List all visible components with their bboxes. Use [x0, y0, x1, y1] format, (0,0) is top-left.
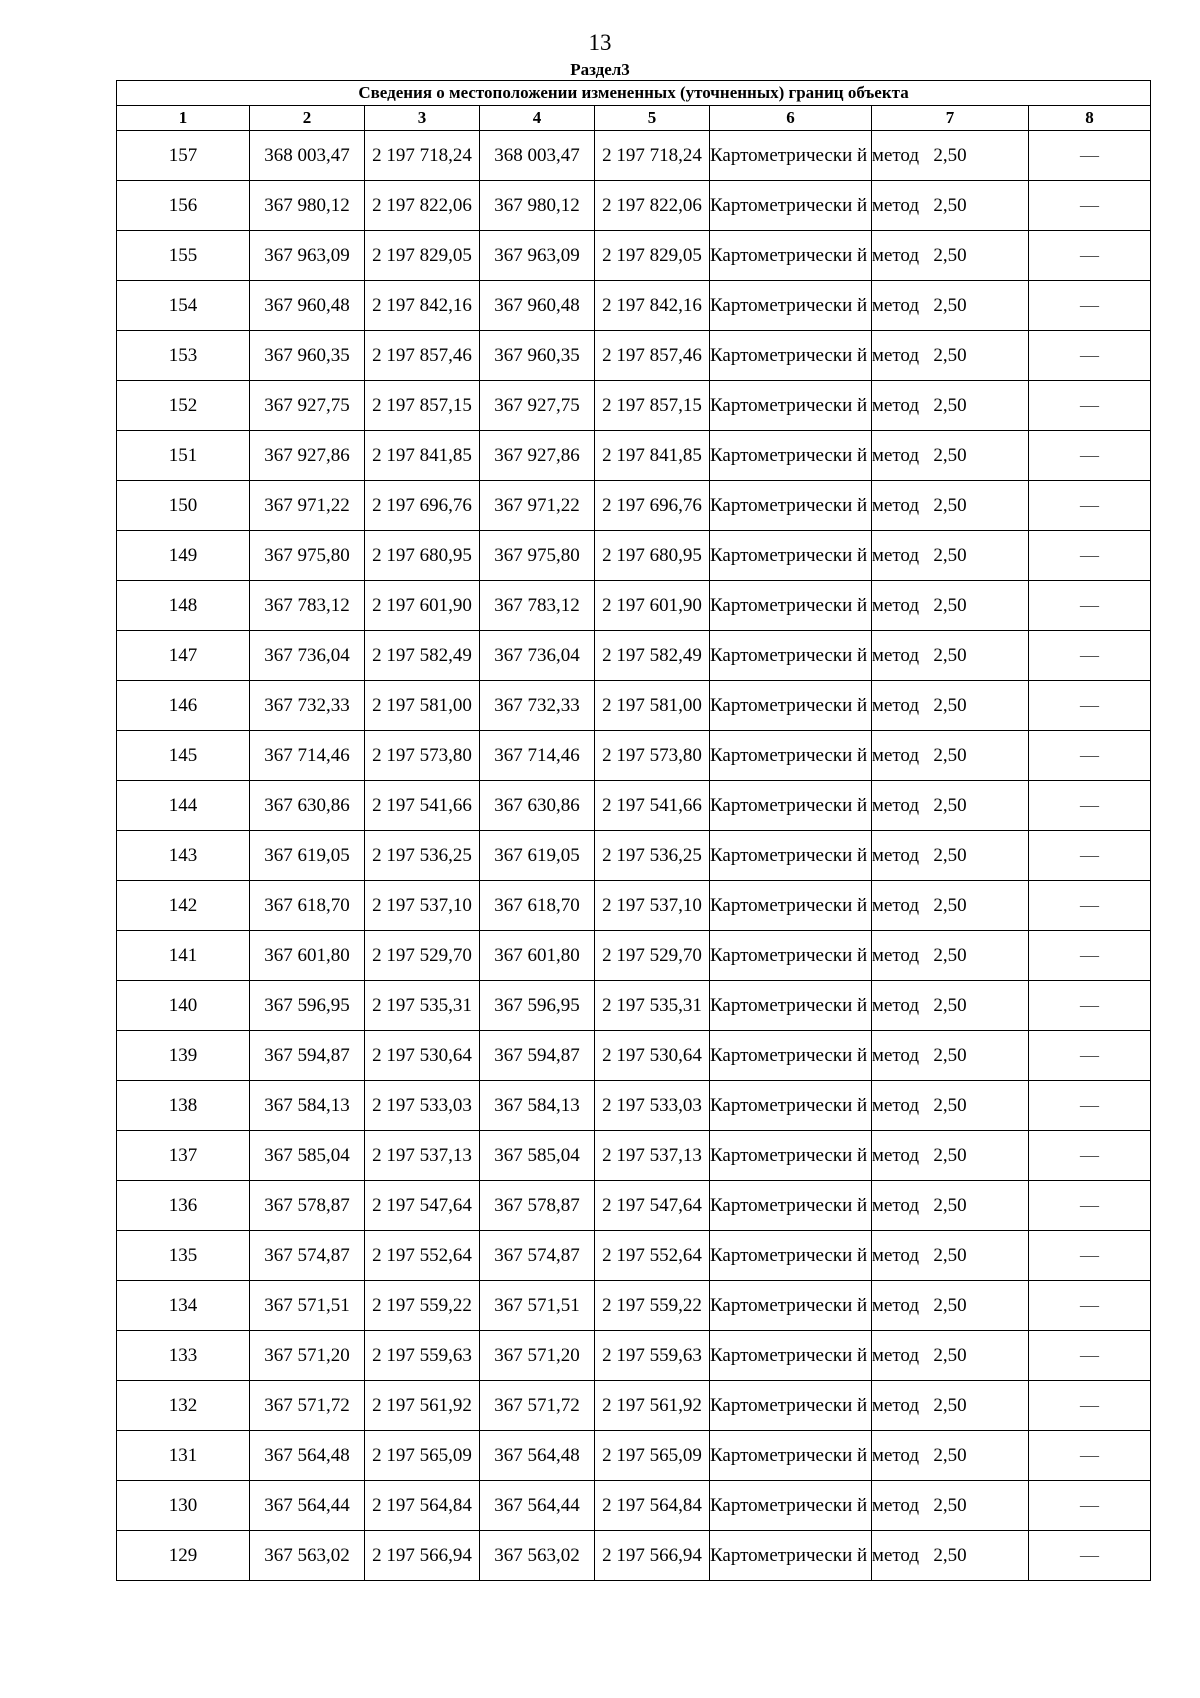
point-number-cell: 154 — [117, 281, 250, 331]
refined-x-cell: 367 980,12 — [480, 181, 595, 231]
method-cell: Картометрически й метод — [710, 1081, 872, 1131]
point-number-cell: 129 — [117, 1531, 250, 1581]
existing-y-cell: 2 197 718,24 — [365, 131, 480, 181]
refined-y-cell: 2 197 535,31 — [595, 981, 710, 1031]
refined-x-cell: 367 618,70 — [480, 881, 595, 931]
accuracy-cell: 2,50 — [872, 581, 1029, 631]
table-row — [117, 281, 1151, 331]
description-cell: — — [1029, 831, 1151, 881]
description-cell: — — [1029, 381, 1151, 431]
existing-y-cell: 2 197 601,90 — [365, 581, 480, 631]
method-cell: Картометрически й метод — [710, 781, 872, 831]
point-number-cell: 151 — [117, 431, 250, 481]
accuracy-cell: 2,50 — [872, 1331, 1029, 1381]
point-number-cell: 149 — [117, 531, 250, 581]
existing-x-cell: 367 619,05 — [250, 831, 365, 881]
column-header-7: 7 — [872, 106, 1029, 131]
existing-x-cell: 367 971,22 — [250, 481, 365, 531]
description-cell: — — [1029, 481, 1151, 531]
description-cell: — — [1029, 531, 1151, 581]
point-number-cell: 153 — [117, 331, 250, 381]
refined-x-cell: 367 571,51 — [480, 1281, 595, 1331]
point-number-cell: 157 — [117, 131, 250, 181]
table-row — [117, 1231, 1151, 1281]
existing-y-cell: 2 197 696,76 — [365, 481, 480, 531]
description-cell: — — [1029, 1281, 1151, 1331]
refined-y-cell: 2 197 552,64 — [595, 1231, 710, 1281]
accuracy-cell: 2,50 — [872, 1031, 1029, 1081]
accuracy-cell: 2,50 — [872, 381, 1029, 431]
refined-x-cell: 367 630,86 — [480, 781, 595, 831]
table-row — [117, 431, 1151, 481]
description-cell: — — [1029, 1231, 1151, 1281]
point-number-cell: 131 — [117, 1431, 250, 1481]
accuracy-cell: 2,50 — [872, 431, 1029, 481]
existing-y-cell: 2 197 530,64 — [365, 1031, 480, 1081]
refined-x-cell: 367 619,05 — [480, 831, 595, 881]
description-cell: — — [1029, 1481, 1151, 1531]
accuracy-cell: 2,50 — [872, 531, 1029, 581]
existing-x-cell: 367 960,48 — [250, 281, 365, 331]
method-cell: Картометрически й метод — [710, 531, 872, 581]
refined-y-cell: 2 197 529,70 — [595, 931, 710, 981]
existing-x-cell: 367 601,80 — [250, 931, 365, 981]
method-cell: Картометрически й метод — [710, 731, 872, 781]
description-cell: — — [1029, 331, 1151, 381]
method-cell: Картометрически й метод — [710, 831, 872, 881]
method-cell: Картометрически й метод — [710, 881, 872, 931]
refined-x-cell: 367 601,80 — [480, 931, 595, 981]
column-header-2: 2 — [250, 106, 365, 131]
table-row — [117, 181, 1151, 231]
refined-x-cell: 367 963,09 — [480, 231, 595, 281]
method-cell: Картометрически й метод — [710, 931, 872, 981]
method-cell: Картометрически й метод — [710, 1431, 872, 1481]
point-number-cell: 139 — [117, 1031, 250, 1081]
existing-y-cell: 2 197 529,70 — [365, 931, 480, 981]
point-number-cell: 130 — [117, 1481, 250, 1531]
existing-x-cell: 367 564,44 — [250, 1481, 365, 1531]
refined-y-cell: 2 197 541,66 — [595, 781, 710, 831]
existing-x-cell: 368 003,47 — [250, 131, 365, 181]
point-number-cell: 145 — [117, 731, 250, 781]
existing-y-cell: 2 197 533,03 — [365, 1081, 480, 1131]
method-cell: Картометрически й метод — [710, 1181, 872, 1231]
column-header-1: 1 — [117, 106, 250, 131]
description-cell: — — [1029, 281, 1151, 331]
refined-y-cell: 2 197 547,64 — [595, 1181, 710, 1231]
existing-y-cell: 2 197 581,00 — [365, 681, 480, 731]
existing-y-cell: 2 197 680,95 — [365, 531, 480, 581]
description-cell: — — [1029, 1381, 1151, 1431]
existing-y-cell: 2 197 822,06 — [365, 181, 480, 231]
table-row — [117, 931, 1151, 981]
table-row — [117, 631, 1151, 681]
method-cell: Картометрически й метод — [710, 1531, 872, 1581]
table-row — [117, 331, 1151, 381]
refined-y-cell: 2 197 680,95 — [595, 531, 710, 581]
existing-y-cell: 2 197 566,94 — [365, 1531, 480, 1581]
description-cell: — — [1029, 1531, 1151, 1581]
existing-y-cell: 2 197 857,46 — [365, 331, 480, 381]
refined-y-cell: 2 197 842,16 — [595, 281, 710, 331]
refined-y-cell: 2 197 718,24 — [595, 131, 710, 181]
description-cell: — — [1029, 1131, 1151, 1181]
refined-y-cell: 2 197 564,84 — [595, 1481, 710, 1531]
column-header-3: 3 — [365, 106, 480, 131]
existing-y-cell: 2 197 559,22 — [365, 1281, 480, 1331]
refined-x-cell: 367 971,22 — [480, 481, 595, 531]
refined-y-cell: 2 197 537,13 — [595, 1131, 710, 1181]
existing-y-cell: 2 197 842,16 — [365, 281, 480, 331]
table-row — [117, 231, 1151, 281]
refined-y-cell: 2 197 581,00 — [595, 681, 710, 731]
table-row — [117, 731, 1151, 781]
accuracy-cell: 2,50 — [872, 881, 1029, 931]
accuracy-cell: 2,50 — [872, 181, 1029, 231]
existing-x-cell: 367 571,51 — [250, 1281, 365, 1331]
existing-y-cell: 2 197 565,09 — [365, 1431, 480, 1481]
table-row — [117, 1531, 1151, 1581]
refined-y-cell: 2 197 559,22 — [595, 1281, 710, 1331]
accuracy-cell: 2,50 — [872, 481, 1029, 531]
refined-y-cell: 2 197 841,85 — [595, 431, 710, 481]
existing-x-cell: 367 594,87 — [250, 1031, 365, 1081]
accuracy-cell: 2,50 — [872, 1481, 1029, 1531]
refined-y-cell: 2 197 565,09 — [595, 1431, 710, 1481]
accuracy-cell: 2,50 — [872, 1431, 1029, 1481]
description-cell: — — [1029, 981, 1151, 1031]
description-cell: — — [1029, 1181, 1151, 1231]
method-cell: Картометрически й метод — [710, 1131, 872, 1181]
existing-x-cell: 367 975,80 — [250, 531, 365, 581]
existing-y-cell: 2 197 536,25 — [365, 831, 480, 881]
accuracy-cell: 2,50 — [872, 731, 1029, 781]
table-row — [117, 781, 1151, 831]
refined-x-cell: 367 732,33 — [480, 681, 595, 731]
refined-y-cell: 2 197 857,15 — [595, 381, 710, 431]
description-cell: — — [1029, 681, 1151, 731]
existing-x-cell: 367 630,86 — [250, 781, 365, 831]
accuracy-cell: 2,50 — [872, 231, 1029, 281]
table-row — [117, 481, 1151, 531]
table-row — [117, 881, 1151, 931]
refined-y-cell: 2 197 537,10 — [595, 881, 710, 931]
column-header-8: 8 — [1029, 106, 1151, 131]
table-body — [117, 131, 1151, 1581]
existing-x-cell: 367 618,70 — [250, 881, 365, 931]
refined-x-cell: 367 574,87 — [480, 1231, 595, 1281]
existing-x-cell: 367 596,95 — [250, 981, 365, 1031]
refined-y-cell: 2 197 582,49 — [595, 631, 710, 681]
existing-x-cell: 367 960,35 — [250, 331, 365, 381]
point-number-cell: 141 — [117, 931, 250, 981]
accuracy-cell: 2,50 — [872, 1531, 1029, 1581]
existing-x-cell: 367 563,02 — [250, 1531, 365, 1581]
method-cell: Картометрически й метод — [710, 431, 872, 481]
method-cell: Картометрически й метод — [710, 381, 872, 431]
existing-x-cell: 367 927,75 — [250, 381, 365, 431]
refined-x-cell: 367 927,75 — [480, 381, 595, 431]
table-row — [117, 531, 1151, 581]
table-row — [117, 581, 1151, 631]
column-header-4: 4 — [480, 106, 595, 131]
table-row — [117, 1381, 1151, 1431]
description-cell: — — [1029, 431, 1151, 481]
method-cell: Картометрически й метод — [710, 481, 872, 531]
point-number-cell: 136 — [117, 1181, 250, 1231]
table-row — [117, 1481, 1151, 1531]
refined-y-cell: 2 197 857,46 — [595, 331, 710, 381]
accuracy-cell: 2,50 — [872, 1381, 1029, 1431]
existing-x-cell: 367 564,48 — [250, 1431, 365, 1481]
existing-y-cell: 2 197 582,49 — [365, 631, 480, 681]
refined-y-cell: 2 197 561,92 — [595, 1381, 710, 1431]
point-number-cell: 143 — [117, 831, 250, 881]
refined-x-cell: 367 975,80 — [480, 531, 595, 581]
point-number-cell: 142 — [117, 881, 250, 931]
point-number-cell: 148 — [117, 581, 250, 631]
refined-x-cell: 367 585,04 — [480, 1131, 595, 1181]
point-number-cell: 152 — [117, 381, 250, 431]
table-row — [117, 1081, 1151, 1131]
point-number-cell: 134 — [117, 1281, 250, 1331]
refined-x-cell: 367 571,20 — [480, 1331, 595, 1381]
point-number-cell: 135 — [117, 1231, 250, 1281]
point-number-cell: 140 — [117, 981, 250, 1031]
table-caption: Сведения о местоположении измененных (уточненных) границ объекта — [117, 81, 1151, 106]
description-cell: — — [1029, 1331, 1151, 1381]
method-cell: Картометрически й метод — [710, 181, 872, 231]
existing-x-cell: 367 963,09 — [250, 231, 365, 281]
table-row — [117, 1131, 1151, 1181]
method-cell: Картометрически й метод — [710, 981, 872, 1031]
description-cell: — — [1029, 931, 1151, 981]
existing-x-cell: 367 927,86 — [250, 431, 365, 481]
point-number-cell: 156 — [117, 181, 250, 231]
description-cell: — — [1029, 1031, 1151, 1081]
method-cell: Картометрически й метод — [710, 1231, 872, 1281]
accuracy-cell: 2,50 — [872, 1281, 1029, 1331]
accuracy-cell: 2,50 — [872, 1181, 1029, 1231]
point-number-cell: 150 — [117, 481, 250, 531]
existing-x-cell: 367 714,46 — [250, 731, 365, 781]
accuracy-cell: 2,50 — [872, 1081, 1029, 1131]
accuracy-cell: 2,50 — [872, 131, 1029, 181]
existing-y-cell: 2 197 559,63 — [365, 1331, 480, 1381]
column-header-5: 5 — [595, 106, 710, 131]
description-cell: — — [1029, 781, 1151, 831]
description-cell: — — [1029, 1431, 1151, 1481]
method-cell: Картометрически й метод — [710, 681, 872, 731]
method-cell: Картометрически й метод — [710, 1481, 872, 1531]
point-number-cell: 137 — [117, 1131, 250, 1181]
refined-y-cell: 2 197 559,63 — [595, 1331, 710, 1381]
column-header-6: 6 — [710, 106, 872, 131]
refined-x-cell: 367 564,48 — [480, 1431, 595, 1481]
existing-y-cell: 2 197 564,84 — [365, 1481, 480, 1531]
section-title: Раздел3 — [570, 60, 630, 79]
boundary-coordinates-table — [116, 80, 1151, 1581]
description-cell: — — [1029, 181, 1151, 231]
existing-y-cell: 2 197 547,64 — [365, 1181, 480, 1231]
accuracy-cell: 2,50 — [872, 281, 1029, 331]
refined-x-cell: 367 736,04 — [480, 631, 595, 681]
method-cell: Картометрически й метод — [710, 231, 872, 281]
existing-y-cell: 2 197 829,05 — [365, 231, 480, 281]
refined-x-cell: 367 584,13 — [480, 1081, 595, 1131]
description-cell: — — [1029, 131, 1151, 181]
description-cell: — — [1029, 231, 1151, 281]
refined-x-cell: 367 571,72 — [480, 1381, 595, 1431]
refined-y-cell: 2 197 536,25 — [595, 831, 710, 881]
method-cell: Картометрически й метод — [710, 581, 872, 631]
existing-y-cell: 2 197 541,66 — [365, 781, 480, 831]
existing-x-cell: 367 783,12 — [250, 581, 365, 631]
page-number: 13 — [588, 30, 612, 55]
existing-y-cell: 2 197 573,80 — [365, 731, 480, 781]
refined-x-cell: 367 578,87 — [480, 1181, 595, 1231]
table-row — [117, 1431, 1151, 1481]
table-row — [117, 1031, 1151, 1081]
table-row — [117, 131, 1151, 181]
accuracy-cell: 2,50 — [872, 631, 1029, 681]
existing-x-cell: 367 571,72 — [250, 1381, 365, 1431]
accuracy-cell: 2,50 — [872, 831, 1029, 881]
existing-y-cell: 2 197 535,31 — [365, 981, 480, 1031]
table-row — [117, 681, 1151, 731]
table-row — [117, 1181, 1151, 1231]
description-cell: — — [1029, 731, 1151, 781]
refined-x-cell: 367 960,48 — [480, 281, 595, 331]
method-cell: Картометрически й метод — [710, 1031, 872, 1081]
column-number-row — [117, 106, 1151, 131]
existing-y-cell: 2 197 857,15 — [365, 381, 480, 431]
existing-x-cell: 367 574,87 — [250, 1231, 365, 1281]
refined-y-cell: 2 197 533,03 — [595, 1081, 710, 1131]
accuracy-cell: 2,50 — [872, 1131, 1029, 1181]
existing-x-cell: 367 584,13 — [250, 1081, 365, 1131]
table-row — [117, 981, 1151, 1031]
refined-y-cell: 2 197 530,64 — [595, 1031, 710, 1081]
accuracy-cell: 2,50 — [872, 681, 1029, 731]
refined-x-cell: 367 596,95 — [480, 981, 595, 1031]
refined-x-cell: 367 594,87 — [480, 1031, 595, 1081]
description-cell: — — [1029, 881, 1151, 931]
refined-x-cell: 368 003,47 — [480, 131, 595, 181]
existing-x-cell: 367 571,20 — [250, 1331, 365, 1381]
existing-x-cell: 367 585,04 — [250, 1131, 365, 1181]
point-number-cell: 146 — [117, 681, 250, 731]
method-cell: Картометрически й метод — [710, 1281, 872, 1331]
accuracy-cell: 2,50 — [872, 981, 1029, 1031]
point-number-cell: 147 — [117, 631, 250, 681]
refined-x-cell: 367 563,02 — [480, 1531, 595, 1581]
accuracy-cell: 2,50 — [872, 781, 1029, 831]
method-cell: Картометрически й метод — [710, 131, 872, 181]
point-number-cell: 155 — [117, 231, 250, 281]
refined-x-cell: 367 927,86 — [480, 431, 595, 481]
accuracy-cell: 2,50 — [872, 331, 1029, 381]
method-cell: Картометрически й метод — [710, 281, 872, 331]
refined-y-cell: 2 197 696,76 — [595, 481, 710, 531]
method-cell: Картометрически й метод — [710, 1331, 872, 1381]
point-number-cell: 133 — [117, 1331, 250, 1381]
existing-y-cell: 2 197 561,92 — [365, 1381, 480, 1431]
accuracy-cell: 2,50 — [872, 931, 1029, 981]
refined-y-cell: 2 197 573,80 — [595, 731, 710, 781]
refined-x-cell: 367 714,46 — [480, 731, 595, 781]
point-number-cell: 138 — [117, 1081, 250, 1131]
existing-y-cell: 2 197 552,64 — [365, 1231, 480, 1281]
refined-y-cell: 2 197 566,94 — [595, 1531, 710, 1581]
refined-y-cell: 2 197 829,05 — [595, 231, 710, 281]
existing-x-cell: 367 980,12 — [250, 181, 365, 231]
refined-x-cell: 367 564,44 — [480, 1481, 595, 1531]
refined-x-cell: 367 783,12 — [480, 581, 595, 631]
method-cell: Картометрически й метод — [710, 1381, 872, 1431]
existing-x-cell: 367 578,87 — [250, 1181, 365, 1231]
table-row — [117, 1281, 1151, 1331]
existing-y-cell: 2 197 537,13 — [365, 1131, 480, 1181]
point-number-cell: 132 — [117, 1381, 250, 1431]
method-cell: Картометрически й метод — [710, 631, 872, 681]
existing-x-cell: 367 732,33 — [250, 681, 365, 731]
refined-y-cell: 2 197 601,90 — [595, 581, 710, 631]
refined-x-cell: 367 960,35 — [480, 331, 595, 381]
existing-x-cell: 367 736,04 — [250, 631, 365, 681]
table-row — [117, 381, 1151, 431]
table-row — [117, 1331, 1151, 1381]
table-row — [117, 831, 1151, 881]
description-cell: — — [1029, 581, 1151, 631]
refined-y-cell: 2 197 822,06 — [595, 181, 710, 231]
accuracy-cell: 2,50 — [872, 1231, 1029, 1281]
description-cell: — — [1029, 1081, 1151, 1131]
description-cell: — — [1029, 631, 1151, 681]
method-cell: Картометрически й метод — [710, 331, 872, 381]
existing-y-cell: 2 197 841,85 — [365, 431, 480, 481]
point-number-cell: 144 — [117, 781, 250, 831]
existing-y-cell: 2 197 537,10 — [365, 881, 480, 931]
